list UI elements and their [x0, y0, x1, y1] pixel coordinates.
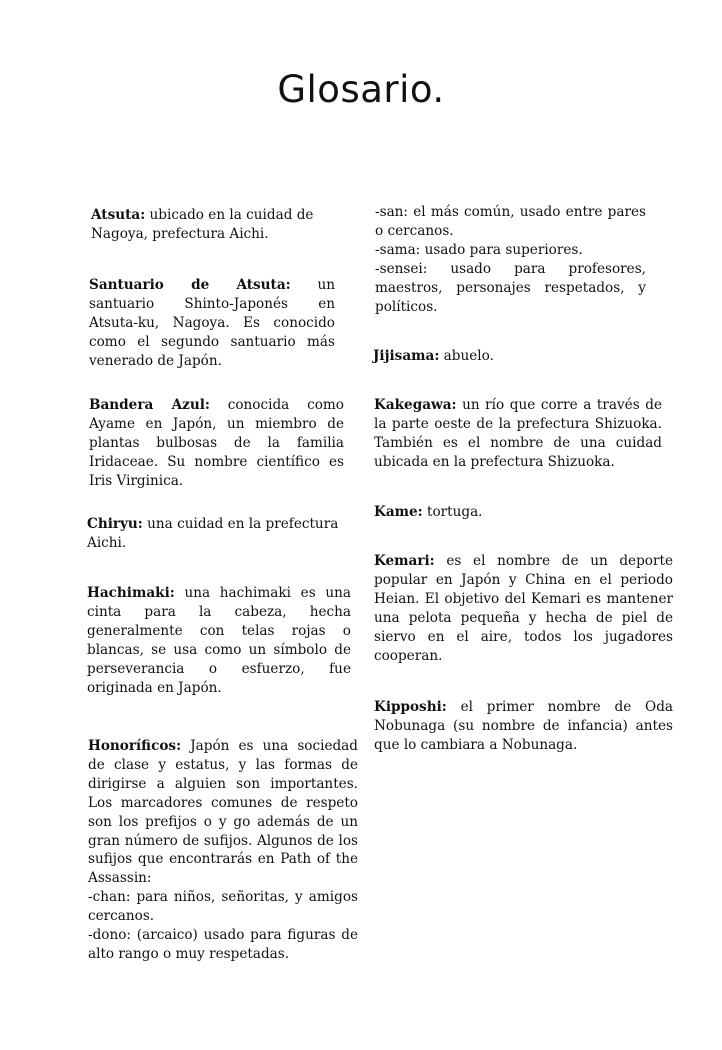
glossary-definition: una hachimaki es una cinta para la cabeza, hecha generalmente con telas rojas o blancas, se usa como un símbolo de perseverancia o esfuerzo, fue originada en Japón.	[87, 585, 351, 696]
glossary-definition: abuelo.	[439, 348, 494, 364]
glossary-entry-bandera-azul	[89, 396, 344, 491]
glossary-term: Atsuta:	[91, 207, 146, 223]
glossary-entry-kakegawa	[374, 396, 662, 472]
glossary-term: Kakegawa:	[374, 397, 457, 413]
glossary-entry-kame	[374, 503, 654, 522]
suffix-line-chan: -chan: para niños, señoritas, y amigos cercanos.	[88, 889, 358, 925]
glossary-entry-kipposhi	[374, 698, 673, 755]
suffix-line-san: -san: el más común, usado entre pares o cercanos.	[375, 204, 646, 239]
glossary-definition: ubicado en la cuidad de Nagoya, prefectura Aichi.	[91, 207, 314, 242]
glossary-term: Honoríficos:	[88, 738, 182, 754]
glossary-definition: conocida como Ayame en Japón, un miembro de plantas bulbosas de la familia Iridaceae. Su nombre científico es Iris Virginica.	[89, 397, 344, 489]
glossary-entry-santuario-de-atsuta	[89, 276, 335, 371]
glossary-term: Hachimaki:	[87, 585, 175, 601]
glossary-definition: Japón es una sociedad de clase y estatus, y las formas de dirigirse a alguien son importantes. Los marcadores comunes de respeto son los prefijos o y go además de un gran número de sufijos. Algunos de los sufijos que encontrarás en Path of the Assassin:	[88, 738, 358, 887]
page-title: Glosario.	[277, 68, 445, 111]
glossary-term: Kame:	[374, 504, 423, 520]
suffix-line-dono: -dono: (arcaico) usado para figuras de alto rango o muy respetadas.	[88, 927, 358, 962]
glossary-term: Jijisama:	[373, 348, 440, 364]
glossary-definition: un río que corre a través de la parte oeste de la prefectura Shizuoka. También es el nombre de una cuidad ubicada en la prefectura Shizuoka.	[374, 397, 662, 470]
suffix-line-sama: -sama: usado para superiores.	[375, 241, 583, 258]
glossary-entry-hachimaki	[87, 584, 351, 697]
glossary-entry-honorificos	[88, 737, 358, 964]
glossary-entry-honorificos-continued	[375, 203, 646, 316]
glossary-definition: es el nombre de un deporte popular en Japón y China en el periodo Heian. El objetivo del Kemari es mantener una pelota pequeña y hecha de piel de siervo en el aire, todos los jugadores cooperan.	[374, 553, 673, 664]
glossary-entry-kemari	[374, 552, 673, 665]
glossary-term: Chiryu:	[87, 516, 143, 532]
glossary-term: Kemari:	[374, 553, 435, 569]
suffix-line-sensei: -sensei: usado para profesores, maestros, personajes respetados, y políticos.	[375, 260, 646, 315]
glossary-definition: tortuga.	[422, 504, 483, 520]
glossary-definition: una cuidad en la prefectura Aichi.	[87, 516, 339, 551]
glossary-term: Kipposhi:	[374, 699, 447, 715]
glossary-term: Santuario de Atsuta:	[89, 277, 291, 293]
glossary-entry-jijisama	[373, 347, 653, 366]
glossary-term: Bandera Azul:	[89, 397, 210, 413]
glossary-definition: un santuario Shinto-Japonés en Atsuta-ku, Nagoya. Es conocido como el segundo santuario más venerado de Japón.	[89, 277, 335, 369]
glossary-entry-chiryu	[87, 515, 353, 553]
glossary-entry-atsuta	[91, 206, 349, 244]
glossary-definition: el primer nombre de Oda Nobunaga (su nombre de infancia) antes que lo cambiara a Nobunaga.	[374, 699, 673, 753]
